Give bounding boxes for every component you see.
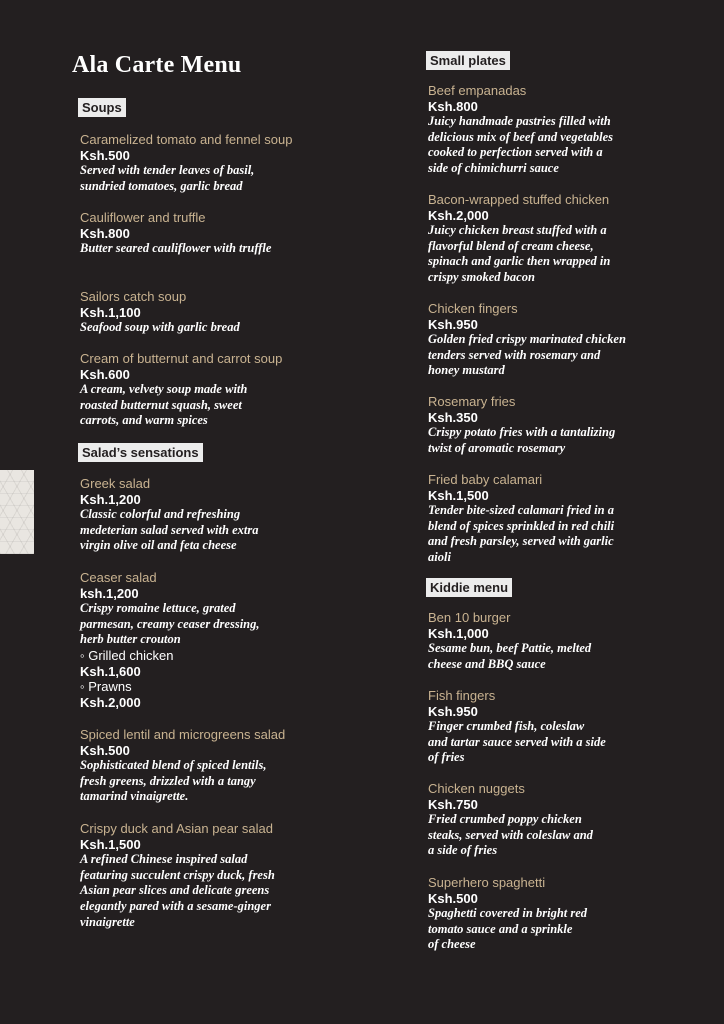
item-name: Fried baby calamari	[428, 472, 543, 487]
item-name: Fish fingers	[428, 688, 496, 703]
section-heading-kiddie: Kiddie menu	[426, 578, 512, 597]
item-description: Fried crumbed poppy chicken steaks, served with coleslaw and a side of fries	[428, 812, 593, 858]
item-description: A cream, velvety soup made with roasted butternut squash, sweet carrots, and warm spices	[80, 382, 248, 428]
item-price: Ksh.1,500	[80, 836, 141, 852]
item-option: ◦ Prawns	[80, 679, 132, 695]
item-price: Ksh.1,500	[428, 487, 489, 503]
item-name: Greek salad	[80, 476, 151, 491]
item-price: Ksh.600	[80, 366, 130, 382]
item-price: Ksh.500	[80, 147, 130, 163]
item-description: Crispy potato fries with a tantalizing twist of aromatic rosemary	[428, 425, 616, 455]
item-description: Seafood soup with garlic bread	[80, 320, 240, 335]
item-price: Ksh.500	[80, 742, 130, 758]
item-name: Bacon-wrapped stuffed chicken	[428, 192, 610, 207]
item-price: Ksh.800	[428, 98, 478, 114]
section-heading-salads: Salad’s sensations	[78, 443, 203, 462]
item-description: Juicy chicken breast stuffed with a flavorful blend of cream cheese, spinach and garlic then wrapped in crispy smoked bacon	[428, 223, 611, 284]
item-name: Ben 10 burger	[428, 610, 511, 625]
menu-item	[428, 394, 708, 456]
item-description: Crispy romaine lettuce, grated parmesan, creamy ceaser dressing, herb butter crouton	[80, 601, 260, 647]
item-name: Cream of butternut and carrot soup	[80, 351, 283, 366]
item-description: Juicy handmade pastries filled with delicious mix of beef and vegetables cooked to perfection served with a side of chimichurri sauce	[428, 114, 614, 175]
item-description: Sophisticated blend of spiced lentils, fresh greens, drizzled with a tangy tamarind vinaigrette.	[80, 758, 267, 804]
decorative-pattern	[0, 470, 34, 554]
menu-item	[428, 472, 708, 566]
menu-item	[80, 289, 380, 336]
item-description: A refined Chinese inspired salad featuring succulent crispy duck, fresh Asian pear slices and delicate greens elegantly pared with a sesame-ginger vinaigrette	[80, 852, 275, 929]
item-option: ◦ Grilled chicken	[80, 647, 174, 663]
item-description: Golden fried crispy marinated chicken tenders served with rosemary and honey mustard	[428, 332, 626, 378]
item-price: Ksh.1,200	[80, 491, 141, 507]
item-name: Chicken nuggets	[428, 781, 525, 796]
item-description: Butter seared cauliflower with truffle	[80, 241, 272, 256]
item-price: Ksh.950	[428, 316, 478, 332]
menu-item	[80, 727, 380, 805]
item-name: Ceaser salad	[80, 570, 157, 585]
item-name: Crispy duck and Asian pear salad	[80, 821, 273, 836]
menu-item	[428, 781, 708, 859]
menu-item	[428, 688, 708, 766]
item-name: Sailors catch soup	[80, 289, 187, 304]
menu-item	[428, 875, 708, 953]
item-price: Ksh.500	[428, 890, 478, 906]
item-price: Ksh.1,000	[428, 625, 489, 641]
page-title: Ala Carte Menu	[72, 52, 242, 78]
item-name: Superhero spaghetti	[428, 875, 546, 890]
item-price: Ksh.1,100	[80, 304, 141, 320]
menu-item	[428, 610, 708, 672]
item-price: Ksh.800	[80, 225, 130, 241]
item-description: Classic colorful and refreshing medeterian salad served with extra virgin olive oil and feta cheese	[80, 507, 259, 553]
item-description: Sesame bun, beef Pattie, melted cheese and BBQ sauce	[428, 641, 592, 671]
item-description: Spaghetti covered in bright red tomato sauce and a sprinkle of cheese	[428, 906, 588, 952]
menu-item	[80, 821, 380, 930]
menu-item	[80, 476, 380, 554]
item-price: Ksh.750	[428, 796, 478, 812]
item-name: Caramelized tomato and fennel soup	[80, 132, 293, 147]
menu-item	[80, 570, 380, 710]
item-name: Beef empanadas	[428, 83, 527, 98]
item-name: Cauliflower and truffle	[80, 210, 206, 225]
menu-item	[428, 301, 708, 379]
option-price: Ksh.1,600	[80, 663, 141, 679]
item-price: Ksh.950	[428, 703, 478, 719]
section-heading-soups: Soups	[78, 98, 126, 117]
item-description: Served with tender leaves of basil, sundried tomatoes, garlic bread	[80, 163, 255, 193]
item-name: Rosemary fries	[428, 394, 516, 409]
option-price: Ksh.2,000	[80, 694, 141, 710]
item-name: Spiced lentil and microgreens salad	[80, 727, 286, 742]
item-price: Ksh.2,000	[428, 207, 489, 223]
section-heading-small-plates: Small plates	[426, 51, 510, 70]
item-description: Tender bite-sized calamari fried in a blend of spices sprinkled in red chili and fresh parsley, served with garlic aioli	[428, 503, 615, 564]
item-price: ksh.1,200	[80, 585, 139, 601]
menu-item	[80, 132, 380, 194]
item-price: Ksh.350	[428, 409, 478, 425]
menu-item	[428, 192, 708, 286]
item-description: Finger crumbed fish, coleslaw and tartar sauce served with a side of fries	[428, 719, 606, 765]
menu-item	[80, 210, 380, 257]
menu-item	[80, 351, 380, 429]
menu-item	[428, 83, 708, 177]
item-name: Chicken fingers	[428, 301, 518, 316]
